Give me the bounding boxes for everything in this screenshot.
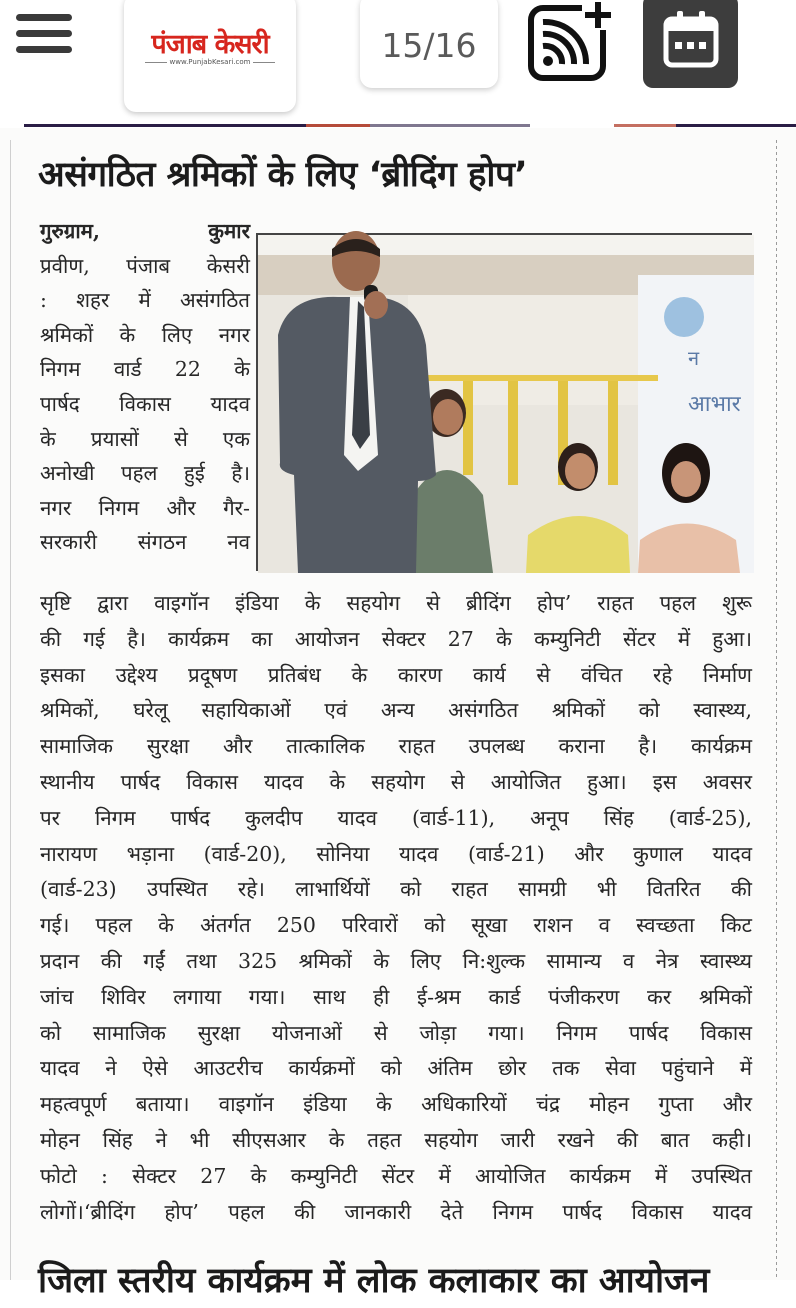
body-line: को सामाजिक सुरक्षा योजनाओं से जोड़ा गया। निगम पार्षद विकास <box>40 1020 752 1045</box>
article-photo[interactable] <box>256 233 752 571</box>
caption-line: फोटो : सेक्टर 27 के कम्युनिटी सेंटर में आयोजित कार्यक्रम में उपस्थित <box>40 1163 752 1188</box>
logo-subtitle: www.PunjabKesari.com <box>124 58 296 66</box>
article-body <box>40 586 752 1230</box>
body-line: गई। पहल के अंतर्गत 250 परिवारों को सूखा राशन व स्वच्छता किट <box>40 913 752 938</box>
logo-button[interactable] <box>124 0 296 112</box>
body-line: इसका उद्देश्य प्रदूषण प्रतिबंध के कारण कार्य से वंचित रहे निर्माण <box>40 662 752 687</box>
intro-line: के प्रयासों से एक <box>40 426 250 451</box>
article-intro-column <box>40 214 250 560</box>
body-line: नारायण भड़ाना (वार्ड-20), सोनिया यादव (वार्ड-21) और कुणाल यादव <box>40 841 752 866</box>
body-line: मोहन सिंह ने भी सीएसआर के तहत सहयोग जारी रखने की बात कही। <box>40 1127 752 1152</box>
body-line: सृष्टि द्वारा वाइगॉन इंडिया के सहयोग से ब्रीदिंग होप’ राहत पहल शुरू <box>40 591 752 615</box>
column-rule <box>10 140 11 1280</box>
header-divider-accent <box>306 124 370 127</box>
body-line: सामाजिक सुरक्षा और तात्कालिक राहत उपलब्ध कराना है। कार्यक्रम <box>40 734 752 759</box>
intro-line: श्रमिकों के लिए नगर <box>40 322 250 347</box>
body-line: स्थानीय पार्षद विकास यादव के सहयोग से आयोजित हुआ। इस अवसर <box>40 769 752 794</box>
intro-line: नगर निगम और गैर- <box>40 495 250 520</box>
header-divider <box>370 124 530 127</box>
next-article-headline: जिला स्तरीय कार्यक्रम में लोक कलाकार का आयोजन <box>38 1261 710 1301</box>
body-line: प्रदान की गईं तथा 325 श्रमिकों के लिए नि:शुल्क सामान्य व नेत्र स्वास्थ्य <box>40 948 752 973</box>
intro-line: गुरुग्राम, कुमार <box>40 219 250 243</box>
body-line: महत्वपूर्ण बताया। वाइगॉन इंडिया के अधिकारियों चंद्र मोहन गुप्ता और <box>40 1092 752 1117</box>
intro-line: अनोखी पहल हुई है। <box>40 461 250 486</box>
header-divider-accent <box>614 124 676 127</box>
calendar-icon[interactable] <box>643 0 738 88</box>
body-line: यादव ने ऐसे आउटरीच कार्यक्रमों को अंतिम छोर तक सेवा पहुंचाने में <box>40 1056 752 1081</box>
hamburger-menu-icon[interactable] <box>16 14 72 60</box>
intro-line: पार्षद विकास यादव <box>40 391 250 416</box>
svg-text:न: न <box>688 346 700 370</box>
header-divider <box>676 124 796 127</box>
rss-add-icon[interactable] <box>528 0 616 82</box>
top-bar <box>0 0 796 126</box>
column-rule <box>776 140 777 1280</box>
body-line: श्रमिकों, घरेलू सहायिकाओं एवं अन्य असंगठित श्रमिकों को स्वास्थ्य, <box>40 698 752 723</box>
svg-text:आभार: आभार <box>688 392 741 417</box>
body-line: (वार्ड-23) उपस्थित रहे। लाभार्थियों को राहत सामग्री भी वितरित की <box>40 877 752 902</box>
intro-line: प्रवीण, पंजाब केसरी <box>40 253 250 278</box>
intro-line: : शहर में असंगठित <box>40 288 250 313</box>
intro-line: सरकारी संगठन नव <box>40 530 250 555</box>
article-headline: असंगठित श्रमिकों के लिए ‘ब्रीदिंग होप’ <box>38 155 528 195</box>
intro-line: निगम वार्ड 22 के <box>40 357 250 382</box>
logo-title: पंजाब केसरी <box>151 29 269 60</box>
body-line: जांच शिविर लगाया गया। साथ ही ई-श्रम कार्ड पंजीकरण कर श्रमिकों <box>40 984 752 1009</box>
body-line: पर निगम पार्षद कुलदीप यादव (वार्ड-11), अनूप सिंह (वार्ड-25), <box>40 805 752 830</box>
header-divider <box>24 124 306 127</box>
caption-line: लोगों।‘ब्रीदिंग होप’ पहल की जानकारी देते निगम पार्षद विकास यादव <box>40 1199 752 1224</box>
body-line: की गई है। कार्यक्रम का आयोजन सेक्टर 27 के कम्युनिटी सेंटर में हुआ। <box>40 626 752 651</box>
page-indicator[interactable]: 15/16 <box>360 0 498 88</box>
photo-illustration <box>258 235 754 573</box>
